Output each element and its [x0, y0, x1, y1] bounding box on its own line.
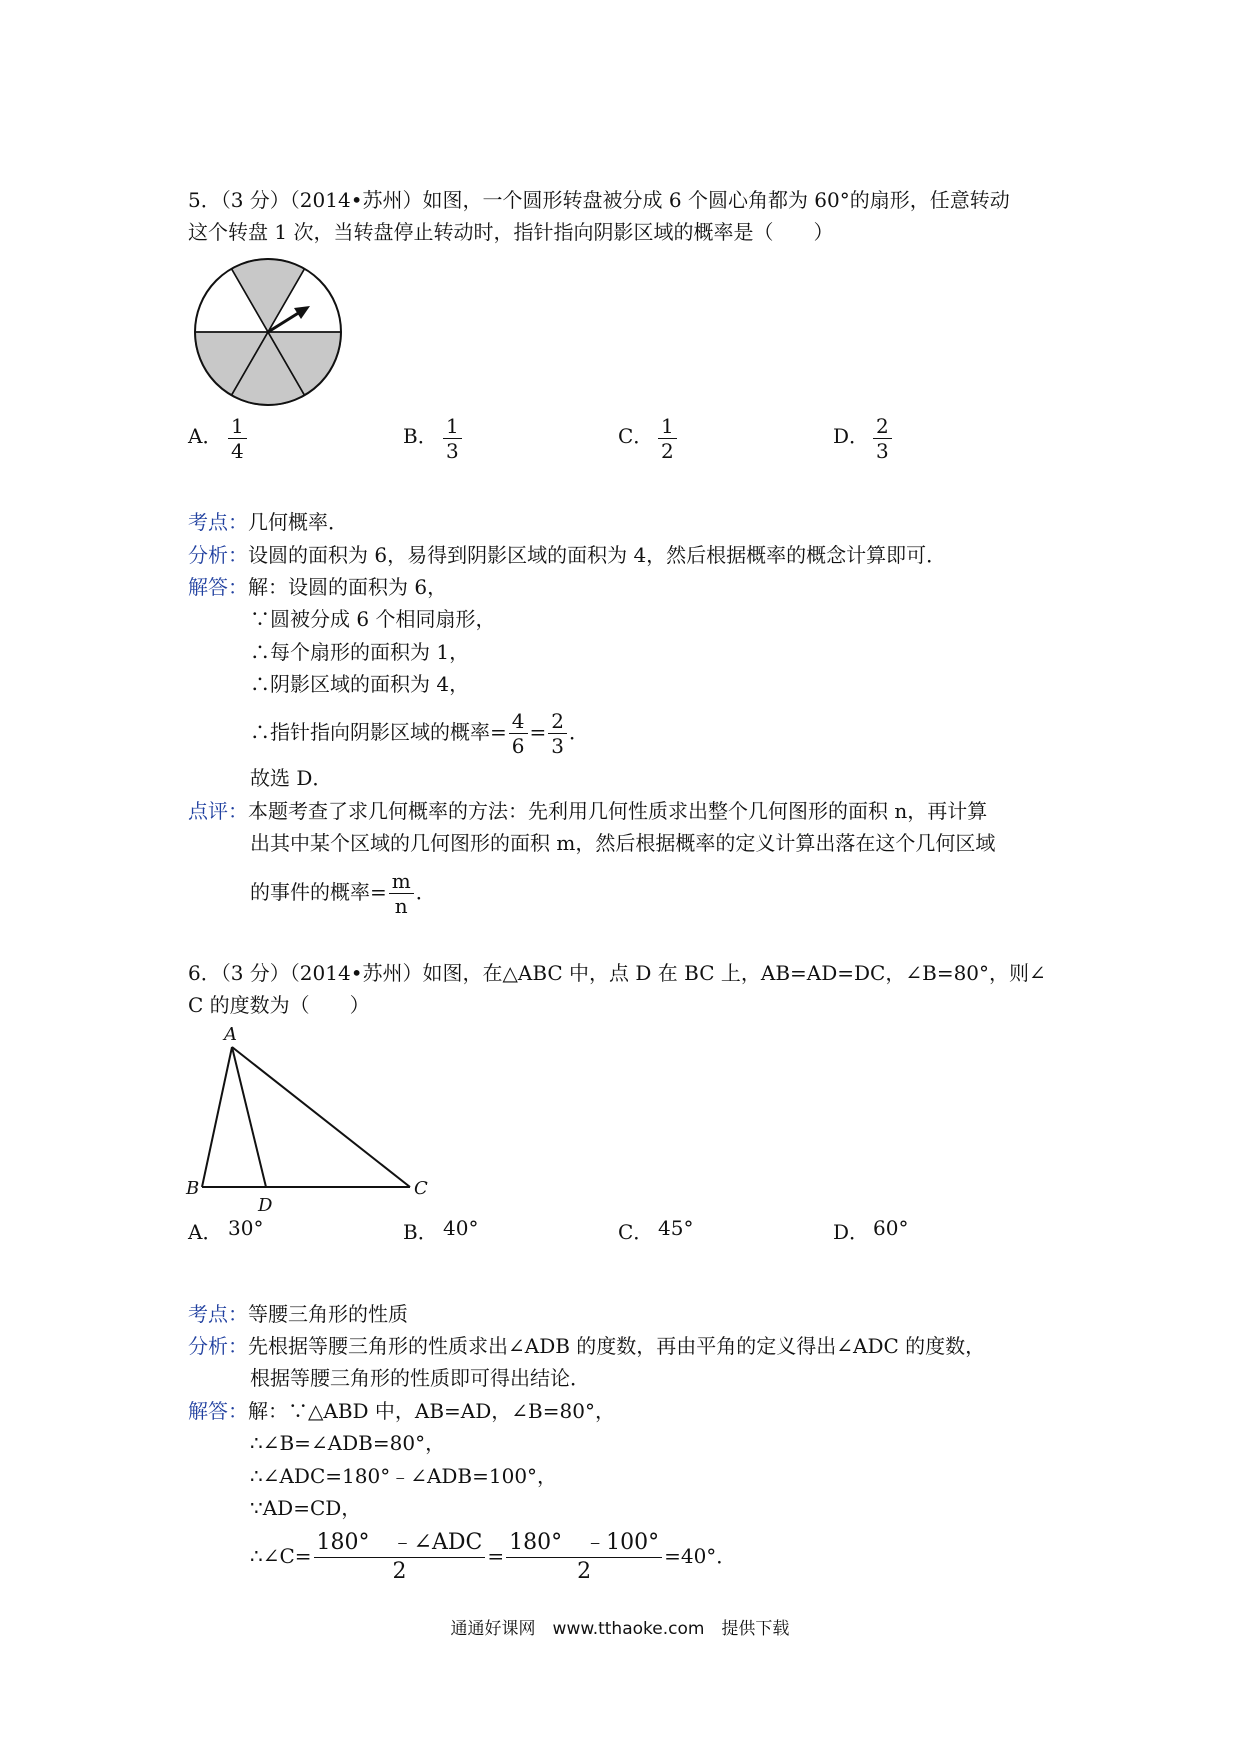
vertex-label-b: B	[186, 1178, 200, 1199]
q5-fenxi: 分析：设圆的面积为 6，易得到阴影区域的面积为 4，然后根据概率的概念计算即可．	[188, 543, 947, 567]
vertex-label-c: C	[414, 1178, 428, 1199]
spinner-figure	[188, 252, 348, 412]
q5-jieda-line6: 故选 D．	[250, 766, 333, 790]
shaded-sector-top	[232, 259, 305, 332]
q6-jieda: 解答：解：∵△ABD 中，AB=AD，∠B=80°，	[188, 1399, 615, 1423]
page-footer: 通通好课网 www.tthaoke.com 提供下载	[450, 1619, 790, 1639]
q6-fenxi-line2: 根据等腰三角形的性质即可得出结论．	[250, 1366, 590, 1390]
q5-stem-line2: 这个转盘 1 次，当转盘停止转动时，指针指向阴影区域的概率是（ ）	[188, 220, 834, 244]
q6-options: A． 30° B． 40° C． 45° D． 60°	[188, 1216, 909, 1244]
q5-stem-line1: 5．（3 分）（2014•苏州）如图，一个圆形转盘被分成 6 个圆心角都为 60°的扇形，任意转动	[188, 188, 1010, 212]
q5-dianping: 点评：本题考查了求几何概率的方法：先利用几何性质求出整个几何图形的面积 n，再计算	[188, 799, 988, 823]
q6-jieda-line5: ∴∠C= $\frac{\text{180° ﹣∠ADC}}{2}$ = $\frac{180^\circ ﹣100^\circ}{2}$ =40°．	[250, 1530, 737, 1584]
q5-options: A． $\frac{1}{4}$ B． $\frac{1}{3}$ C． $\frac{1}{2}$ D． $\frac{2}{3}$	[188, 414, 1048, 474]
q6-jieda-line2: ∴∠B=∠ADB=80°，	[250, 1431, 446, 1455]
q5-jieda-line5: ∴指针指向阴影区域的概率= $\frac{4}{6}$ = $\frac{2}{3}$ ．	[250, 709, 589, 758]
q5-jieda-line2: ∵圆被分成 6 个相同扇形，	[250, 607, 496, 631]
q5-dianping-line3: 的事件的概率= $\frac{m}{n}$ ．	[250, 869, 436, 918]
q6-fenxi: 分析：先根据等腰三角形的性质求出∠ADB 的度数，再由平角的定义得出∠ADC 的度数，	[188, 1334, 986, 1358]
q6-stem-line2: C 的度数为（ ）	[188, 993, 370, 1017]
q6-jieda-line4: ∵AD=CD，	[250, 1496, 362, 1520]
vertex-label-d: D	[258, 1195, 273, 1212]
q6-stem-line1: 6．（3 分）（2014•苏州）如图，在△ABC 中，点 D 在 BC 上，AB=AD=DC，∠B=80°，则∠	[188, 961, 1046, 985]
q5-jieda-line4: ∴阴影区域的面积为 4，	[250, 672, 470, 696]
q6-jieda-line3: ∴∠ADC=180°﹣∠ADB=100°，	[250, 1464, 558, 1488]
q5-jieda-line3: ∴每个扇形的面积为 1，	[250, 640, 470, 664]
q5-dianping-line2: 出其中某个区域的几何图形的面积 m，然后根据概率的定义计算出落在这个几何区域	[250, 831, 996, 855]
q5-jieda: 解答：解：设圆的面积为 6，	[188, 575, 448, 599]
q5-kaodian: 考点：几何概率．	[188, 510, 348, 534]
vertex-label-a: A	[224, 1024, 237, 1045]
triangle-figure	[182, 1022, 442, 1212]
q6-kaodian: 考点：等腰三角形的性质	[188, 1302, 408, 1326]
